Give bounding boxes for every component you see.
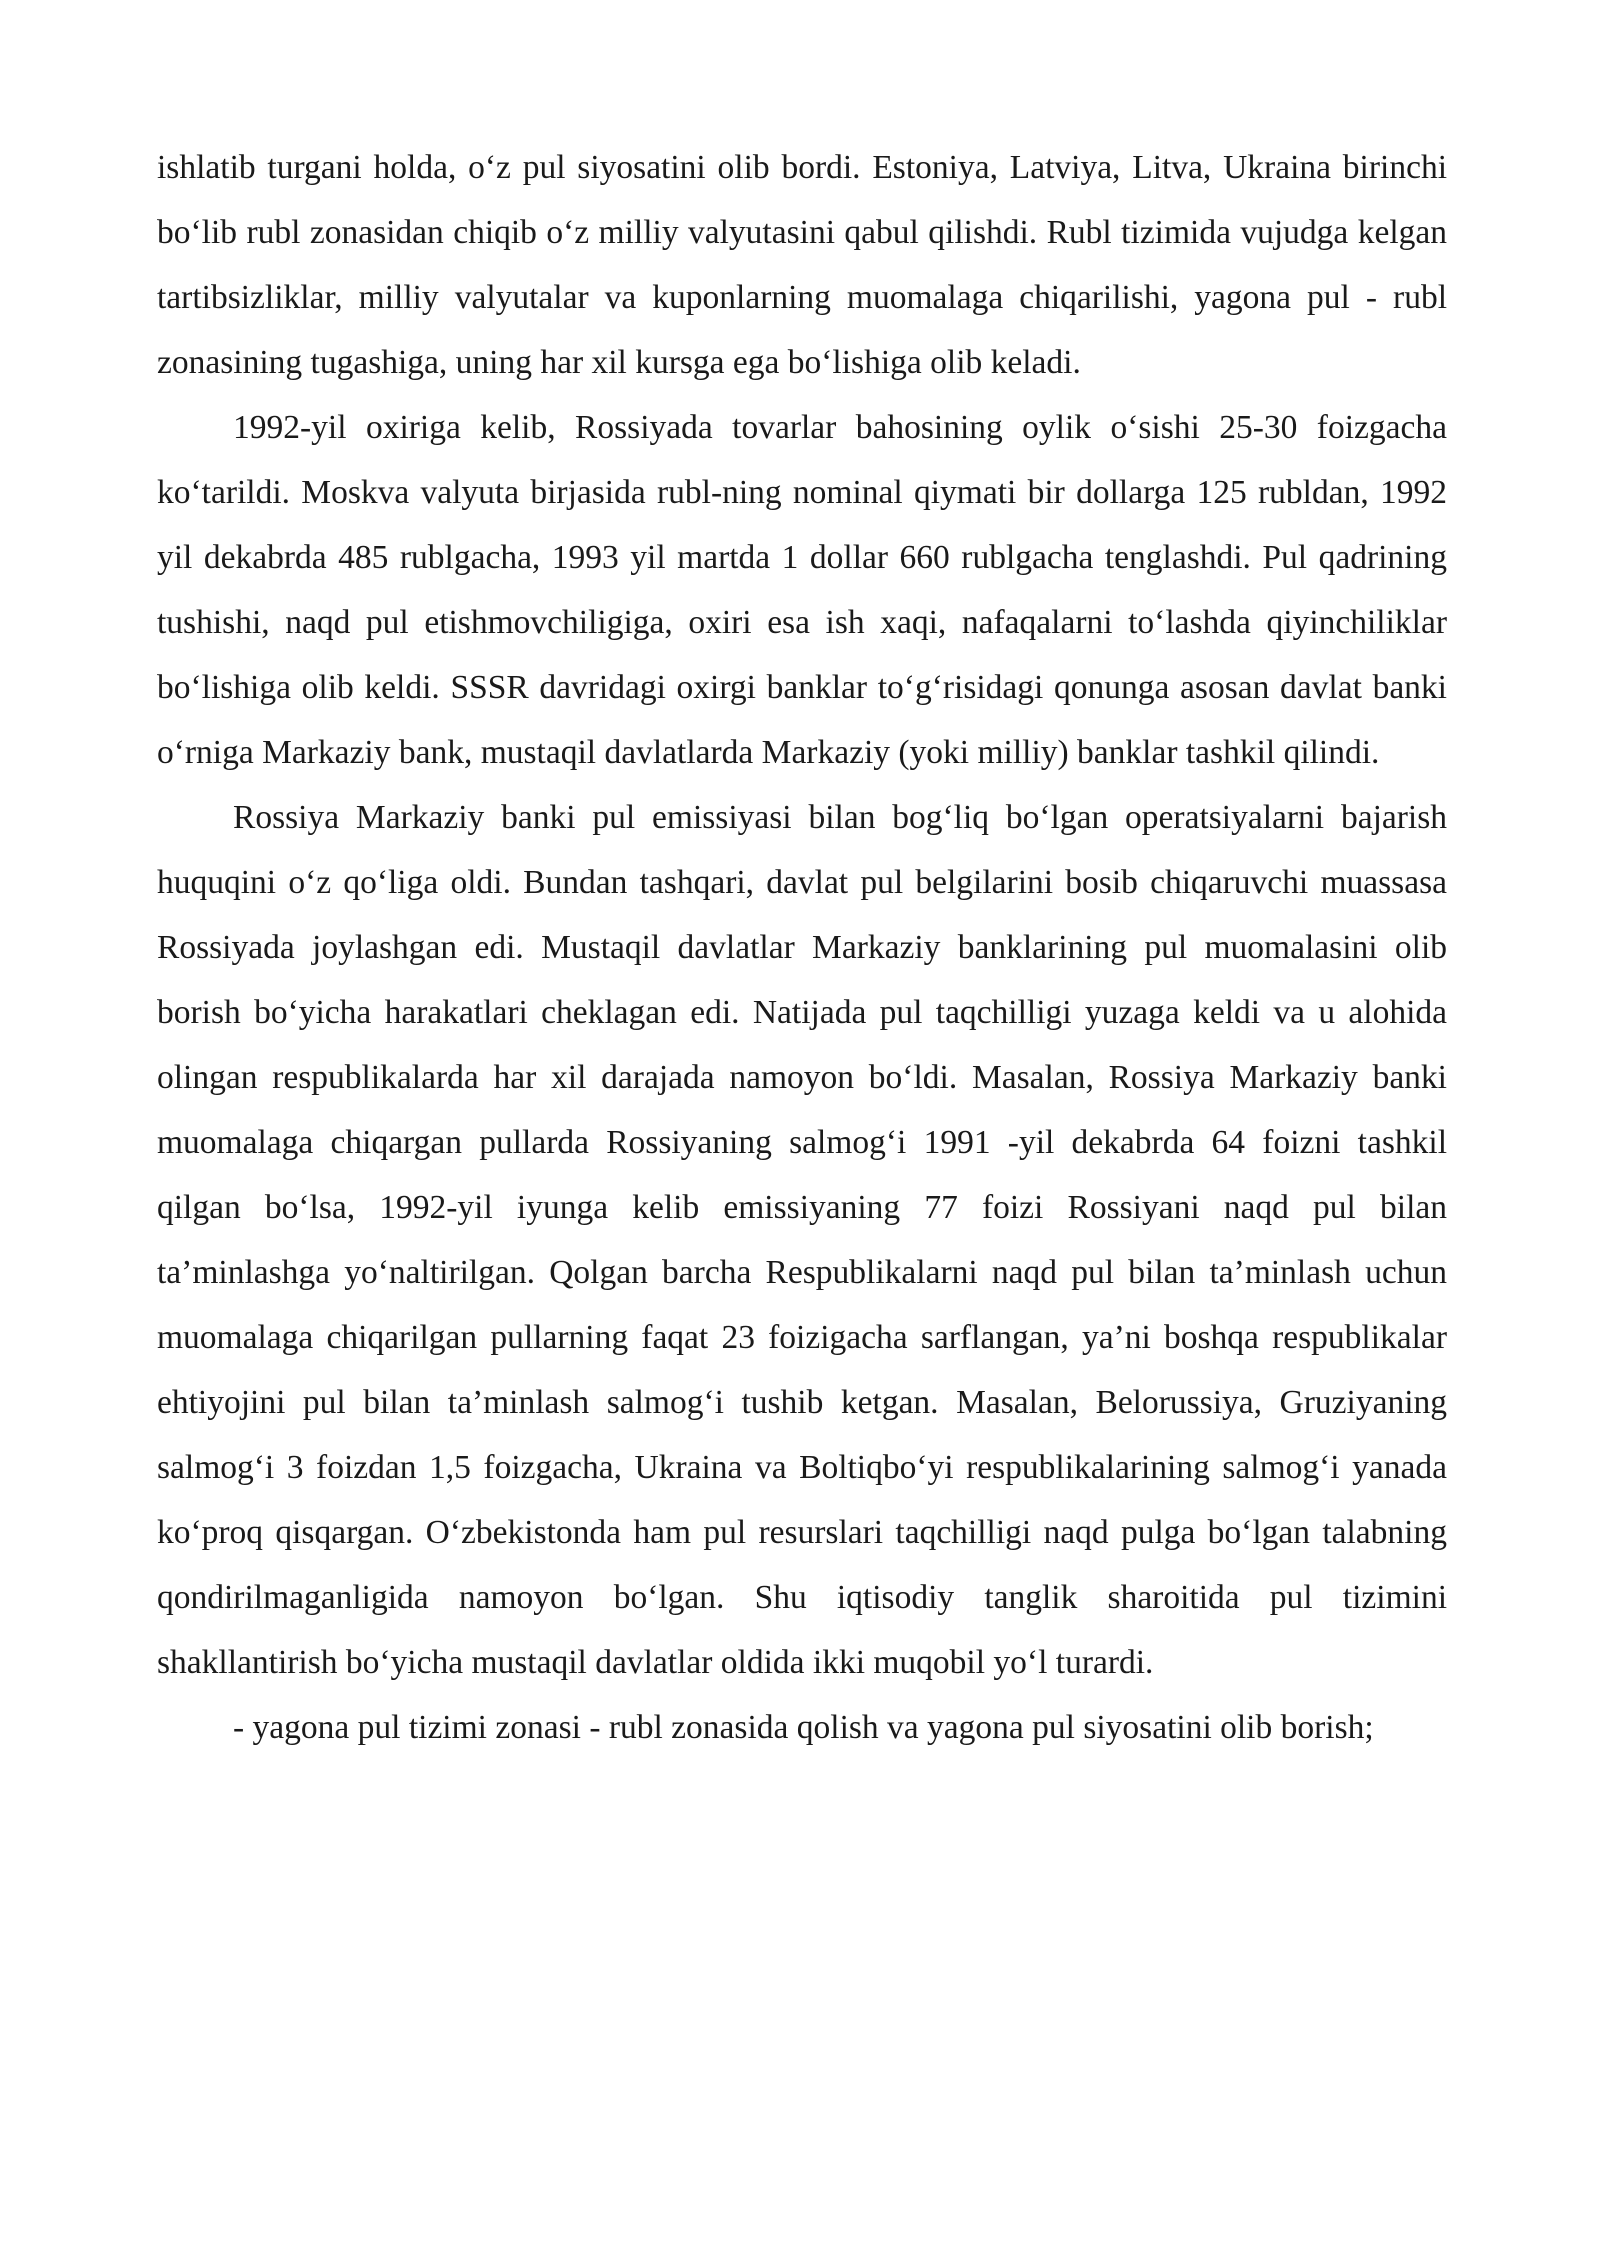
paragraph-4: - yagona pul tizimi zonasi - rubl zonasida qolish va yagona pul siyosatini olib borish; [233, 1709, 1374, 1746]
paragraph-3: Rossiya Markaziy banki pul emissiyasi bilan bog‘liq bo‘lgan operatsiyalarni bajarish huquqini o‘z qo‘liga oldi. Bundan tashqari, davlat pul belgilarini bosib chiqaruvchi muassasa Rossiyada joylashgan edi. Mustaqil davlatlar Markaziy banklarining pul muomalasini olib borish bo‘yicha harakatlari cheklagan edi. Natijada pul taqchilligi yuzaga keldi va u alohida olingan respublikalarda har xil darajada namoyon bo‘ldi. Masalan, Rossiya Markaziy banki muomalaga chiqargan pullarda Rossiyaning salmog‘i 1991 -yil dekabrda 64 foizni tashkil qilgan bo‘lsa, 1992-yil iyunga kelib emissiyaning 77 foizi Rossiyani naqd pul bilan ta’minlashga yo‘naltirilgan. Qolgan barcha Respublikalarni naqd pul bilan ta’minlash uchun muomalaga chiqarilgan pullarning faqat 23 foizigacha sarflangan, ya’ni boshqa respublikalar ehtiyojini pul bilan ta’minlash salmog‘i tushib ketgan. Masalan, Belorussiya, Gruziyaning salmog‘i 3 foizdan 1,5 foizgacha, Ukraina va Boltiqbo‘yi respublikalarining salmog‘i yanada ko‘proq qisqargan. O‘zbekistonda ham pul resurslari taqchilligi naqd pulga bo‘lgan talabning qondirilmaganligida namoyon bo‘lgan. Shu iqtisodiy tanglik sharoitida pul tizimini shakllantirish bo‘yicha mustaqil davlatlar oldida ikki muqobil yo‘l turardi. [157, 799, 1447, 1681]
document-page [157, 135, 1447, 1760]
paragraph-1: ishlatib turgani holda, o‘z pul siyosatini olib bordi. Estoniya, Latviya, Litva, Ukraina birinchi bo‘lib rubl zonasidan chiqib o‘z milliy valyutasini qabul qilishdi. Rubl tizimida vujudga kelgan tartibsizliklar, milliy valyutalar va kuponlarning muomalaga chiqarilishi, yagona pul - rubl zonasining tugashiga, uning har xil kursga ega bo‘lishiga olib keladi. [157, 149, 1447, 381]
paragraph-2: 1992-yil oxiriga kelib, Rossiyada tovarlar bahosining oylik o‘sishi 25-30 foizgacha ko‘tarildi. Moskva valyuta birjasida rubl-ning nominal qiymati bir dollarga 125 rubldan, 1992 yil dekabrda 485 rublgacha, 1993 yil martda 1 dollar 660 rublgacha tenglashdi. Pul qadrining tushishi, naqd pul etishmovchiligiga, oxiri esa ish xaqi, nafaqalarni to‘lashda qiyinchiliklar bo‘lishiga olib keldi. SSSR davridagi oxirgi banklar to‘g‘risidagi qonunga asosan davlat banki o‘rniga Markaziy bank, mustaqil davlatlarda Markaziy (yoki milliy) banklar tashkil qilindi. [157, 409, 1447, 771]
